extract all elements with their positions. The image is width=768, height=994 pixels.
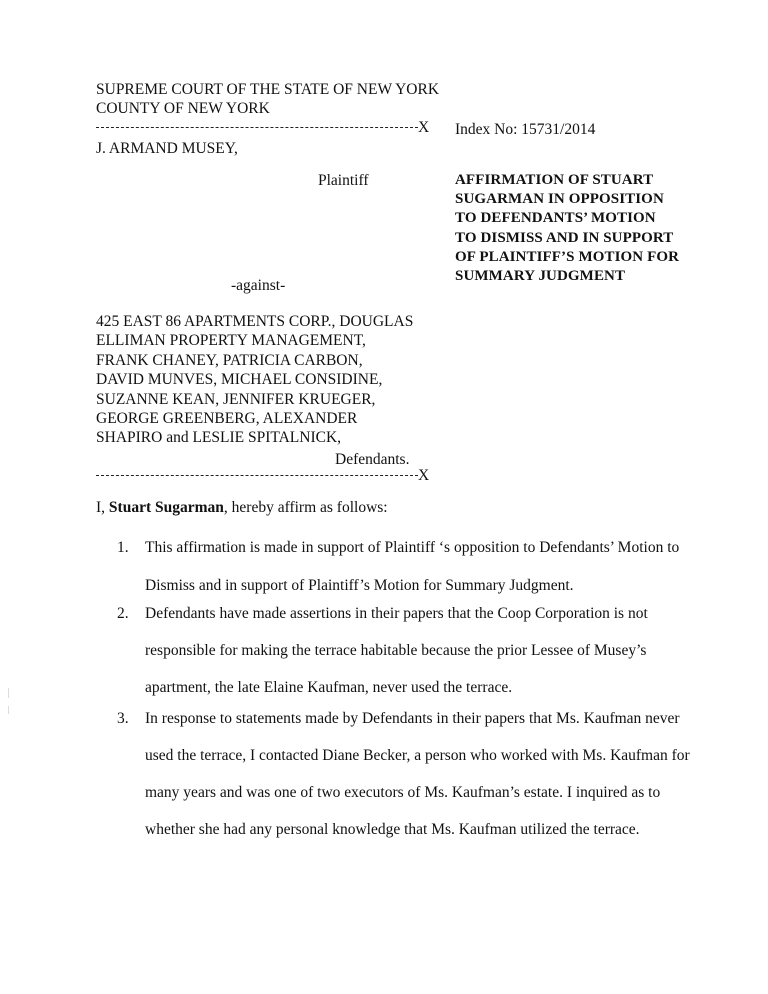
paragraph-line: many years and was one of two executors of Ms. Kaufman’s estate. I inquired as to [145, 784, 661, 801]
paragraph-line: used the terrace, I contacted Diane Becker, a person who worked with Ms. Kaufman for [145, 747, 690, 764]
title-line: SUMMARY JUDGMENT [455, 268, 626, 285]
paragraph-line: responsible for making the terrace habitable because the prior Lessee of Musey’s [145, 642, 647, 659]
title-line: SUGARMAN IN OPPOSITION [455, 191, 664, 208]
paragraph-line: Defendants have made assertions in their papers that the Coop Corporation is not [145, 605, 648, 622]
defendant-line: FRANK CHANEY, PATRICIA CARBON, [96, 351, 363, 369]
defendant-line: 425 EAST 86 APARTMENTS CORP., DOUGLAS [96, 313, 414, 330]
paragraph-line: Dismiss and in support of Plaintiff’s Motion for Summary Judgment. [145, 577, 574, 594]
title-line: TO DISMISS AND IN SUPPORT [455, 229, 674, 246]
title-line: AFFIRMATION OF STUART [455, 172, 654, 188]
county-name: COUNTY OF NEW YORK [96, 100, 270, 117]
defendant-line: DAVID MUNVES, MICHAEL CONSIDINE, [96, 371, 383, 389]
against-label: -against- [231, 277, 286, 294]
index-number: Index No: 15731/2014 [455, 121, 596, 138]
plaintiff-role: Plaintiff [318, 172, 369, 189]
defendant-line: ELLIMAN PROPERTY MANAGEMENT, [96, 332, 366, 350]
defendants-list [96, 312, 413, 448]
paragraph-line: whether she had any personal knowledge that Ms. Kaufman utilized the terrace. [145, 821, 640, 838]
defendant-line: GEORGE GREENBERG, ALEXANDER [96, 410, 358, 428]
paragraph-number: 1. [117, 539, 129, 556]
defendants-role: Defendants. [335, 451, 410, 468]
paragraph-line: In response to statements made by Defendants in their papers that Ms. Kaufman never [145, 710, 680, 727]
caption-divider-bottom [96, 475, 418, 476]
plaintiff-name: J. ARMAND MUSEY, [96, 140, 238, 157]
affirmation-prefix: I, [96, 499, 109, 516]
paragraph-line: apartment, the late Elaine Kaufman, never used the terrace. [145, 679, 513, 696]
scan-margin-mark [8, 706, 9, 714]
title-line: OF PLAINTIFF’S MOTION FOR [455, 248, 680, 265]
affirmation-suffix: , hereby affirm as follows: [223, 499, 388, 516]
court-name: SUPREME COURT OF THE STATE OF NEW YORK [96, 81, 440, 98]
defendant-line: SUZANNE KEAN, JENNIFER KRUEGER, [96, 390, 376, 408]
caption-x-mark-top: X [418, 119, 430, 136]
paragraph-line: This affirmation is made in support of Plaintiff ‘s opposition to Defendants’ Motion to [145, 539, 680, 556]
affirmation-intro [96, 498, 388, 517]
document-title [455, 171, 695, 286]
defendant-line: SHAPIRO and LESLIE SPITALNICK, [96, 429, 342, 447]
paragraph-number: 2. [117, 605, 129, 622]
scan-margin-mark [8, 688, 9, 698]
caption-x-mark-bottom: X [418, 467, 430, 484]
affiant-name: Stuart Sugarman [108, 499, 224, 516]
caption-divider-top [96, 127, 418, 128]
title-line: TO DEFENDANTS’ MOTION [455, 210, 656, 227]
paragraph-number: 3. [117, 710, 129, 727]
